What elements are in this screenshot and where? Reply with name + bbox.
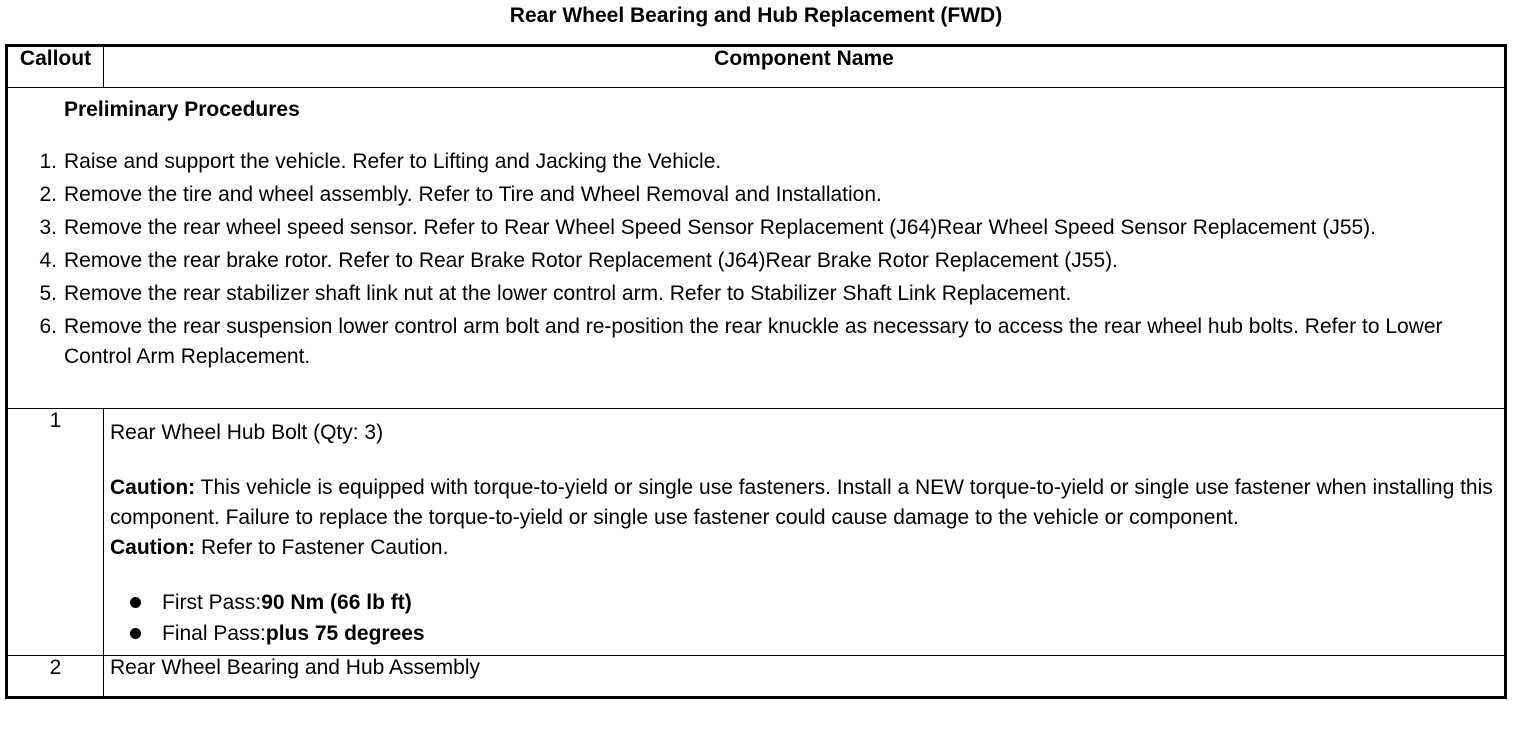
callout-number: 2 — [7, 656, 104, 698]
caution-fastener-yield — [110, 473, 1498, 533]
pass-label: Final Pass: — [162, 622, 266, 645]
step-item — [8, 147, 1504, 177]
step-item — [8, 180, 1504, 210]
preliminary-procedures-row — [7, 88, 1506, 409]
component-name: Rear Wheel Bearing and Hub Assembly — [104, 656, 1506, 698]
bullet-icon — [130, 597, 141, 608]
step-text: Remove the rear brake rotor. Refer to Rear Brake Rotor Replacement (J64)Rear Brake Rotor Replacement (J55). — [64, 249, 1118, 272]
caution-label: Caution: — [110, 536, 196, 559]
preliminary-procedures-heading: Preliminary Procedures — [64, 98, 300, 121]
caution-fastener — [110, 533, 1498, 563]
step-item — [8, 246, 1504, 276]
step-number: 6. — [39, 315, 57, 338]
pass-value: 90 Nm (66 lb ft) — [261, 591, 412, 614]
step-item — [8, 213, 1504, 243]
table-row — [7, 409, 1506, 656]
bullet-icon — [130, 628, 141, 639]
step-item — [8, 279, 1504, 309]
step-text: Remove the rear suspension lower control arm bolt and re-position the rear knuckle as necessary to access the rear wheel hub bolts. Refer to Lower Control Arm Replacement. — [64, 315, 1443, 368]
caution-text: Refer to Fastener Caution. — [195, 536, 449, 559]
step-number: 4. — [39, 249, 57, 272]
step-number: 1. — [39, 150, 57, 173]
step-number: 2. — [39, 183, 57, 206]
step-item — [8, 312, 1504, 372]
table-row — [7, 656, 1506, 698]
component-name-column-header: Component Name — [104, 46, 1506, 88]
step-number: 3. — [39, 216, 57, 239]
callout-column-header: Callout — [7, 46, 104, 88]
preliminary-procedures-cell — [7, 88, 1506, 409]
callout-number: 1 — [7, 409, 104, 656]
list-item — [110, 587, 1498, 618]
preliminary-steps-list — [8, 147, 1504, 372]
component-name: Rear Wheel Hub Bolt (Qty: 3) — [110, 421, 384, 444]
torque-passes-list — [110, 587, 1498, 655]
step-number: 5. — [39, 282, 57, 305]
step-text: Raise and support the vehicle. Refer to Lifting and Jacking the Vehicle. — [64, 150, 722, 173]
step-text: Remove the rear stabilizer shaft link nut at the lower control arm. Refer to Stabilizer Shaft Link Replacement. — [64, 282, 1072, 305]
document-title: Rear Wheel Bearing and Hub Replacement (FWD) — [509, 4, 1003, 27]
step-text: Remove the tire and wheel assembly. Refer to Tire and Wheel Removal and Installation. — [64, 183, 882, 206]
step-text: Remove the rear wheel speed sensor. Refer to Rear Wheel Speed Sensor Replacement (J64)Rear Wheel Speed Sensor Replacement (J55). — [64, 216, 1377, 239]
component-table — [5, 44, 1507, 699]
caution-text: This vehicle is equipped with torque-to-yield or single use fasteners. Install a NEW torque-to-yield or single use fastener when installing this component. Failure to replace the torque-to-yield or single use fastener could cause damage to the vehicle or component. — [110, 476, 1493, 529]
pass-value: plus 75 degrees — [265, 622, 425, 645]
pass-label: First Pass: — [162, 591, 262, 614]
table-header-row — [7, 46, 1506, 88]
component-cell — [104, 409, 1506, 656]
list-item — [110, 618, 1498, 649]
caution-label: Caution: — [110, 476, 196, 499]
